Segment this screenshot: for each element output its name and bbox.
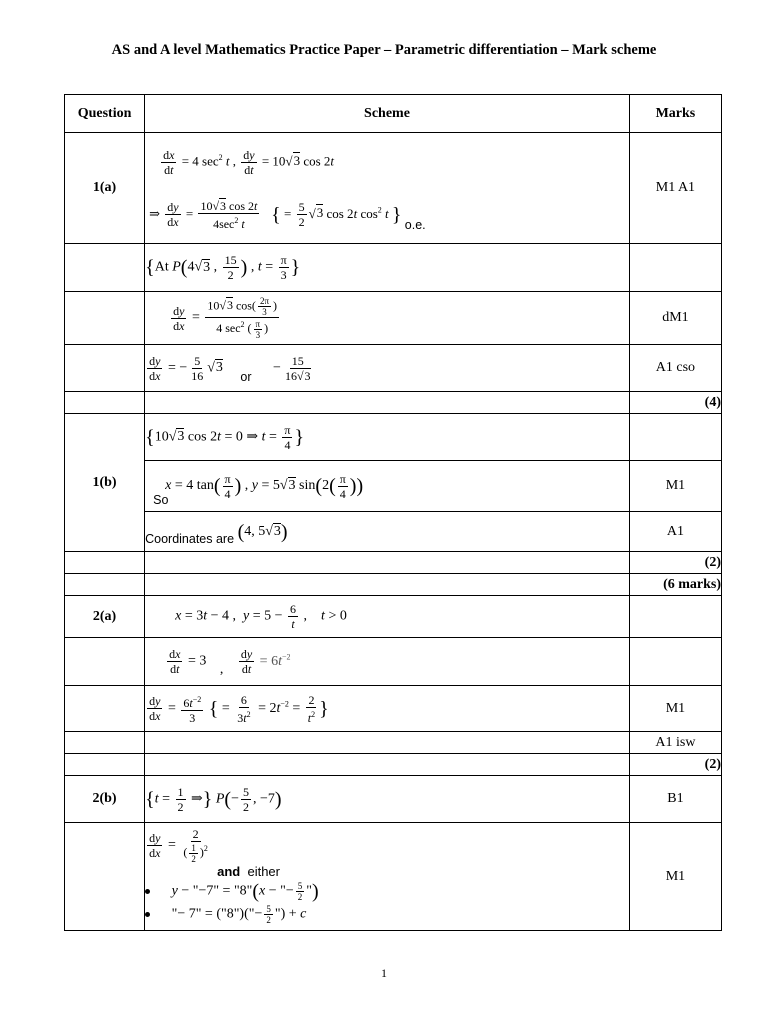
oe-note: o.e. xyxy=(404,218,426,233)
scheme-cell: {At P(4√3 , $\frac{15}{2}$ ) , t = $\frac{\pi}{3}$ } xyxy=(145,244,630,292)
scheme-cell: {10√3 cos 2t = 0 ⇒ t = $\frac{\pi}{4}$ } xyxy=(145,414,630,461)
marks-cell: B1 xyxy=(629,776,721,823)
marks-cell: M1 xyxy=(629,461,721,512)
marks-cell: M1 xyxy=(629,823,721,931)
table-header-row xyxy=(65,95,722,133)
scheme-cell: $\frac{dy}{dx}$ = − $\frac{5}{16}$ √3 or − $\frac{15}{16√3}$ xyxy=(145,345,630,392)
bullet-icon xyxy=(145,912,150,917)
subtotal: (4) xyxy=(629,392,721,414)
question-total: (6 marks) xyxy=(629,574,721,596)
marks-cell xyxy=(629,414,721,461)
scheme-cell: $\frac{dx}{dt}$ = 3 , $\frac{dy}{dt}$ = $6t^{-2}$ xyxy=(145,638,630,686)
and-text: and xyxy=(217,863,241,879)
scheme-cell: x = 3t − 4 , y = 5 − $\frac{6}{t}$ , t > 0 xyxy=(145,596,630,638)
scheme-cell: {t = $\frac{1}{2}$ ⇒} P(− $\frac{5}{2}$ , −7) xyxy=(145,776,630,823)
bullet-icon xyxy=(145,889,150,894)
question-label: 2(a) xyxy=(65,596,145,638)
table-row xyxy=(65,596,722,638)
table-row xyxy=(65,244,722,292)
scheme-cell: x = 4 tan( $\frac{\pi}{4}$ ) , y = 5√3 sin(2( $\frac{\pi}{4}$ )) So xyxy=(145,461,630,512)
math-expression: $\frac{dx}{dt}$ = 4 $\sec^2 t$ , $\frac{dy}{dt}$ = 10√3 cos 2t xyxy=(163,147,335,177)
table-row xyxy=(65,552,722,574)
table-row xyxy=(65,686,722,732)
table-row xyxy=(65,823,722,931)
table-row xyxy=(65,345,722,392)
document-title: AS and A level Mathematics Practice Paper – Parametric differentiation – Mark scheme xyxy=(111,42,657,58)
header-marks: Marks xyxy=(629,95,721,133)
marks-cell: dM1 xyxy=(629,292,721,345)
question-label: 1(a) xyxy=(65,133,145,244)
table-row xyxy=(65,133,722,244)
table-row xyxy=(65,638,722,686)
subtotal: (2) xyxy=(629,552,721,574)
scheme-cell: $\frac{dy}{dx}$ = 2 ( $\frac{1}{2}$ )$^2$ and either y − "−7" = "8"(x − "− $\frac{5}{2}$ ") "− 7" = ("8")("− $\frac{5}{2}$ ") + c xyxy=(145,823,630,931)
marks-cell xyxy=(629,596,721,638)
subtotal: (2) xyxy=(629,754,721,776)
header-scheme: Scheme xyxy=(145,95,630,133)
table-row xyxy=(65,392,722,414)
marks-cell xyxy=(629,244,721,292)
marks-cell: A1 isw xyxy=(629,732,721,754)
header-question: Question xyxy=(65,95,145,133)
marks-cell: A1 cso xyxy=(629,345,721,392)
table-row xyxy=(65,292,722,345)
table-row xyxy=(65,512,722,552)
page-number: 1 xyxy=(381,966,387,980)
mark-scheme-table xyxy=(64,94,722,931)
marks-cell: A1 xyxy=(629,512,721,552)
table-row xyxy=(65,461,722,512)
or-text: or xyxy=(240,370,252,385)
table-row xyxy=(65,574,722,596)
so-text: So xyxy=(153,493,169,507)
math-expression: ⇒ $\frac{dy}{dx}$ = $\frac{10√3 \cos 2t}{4\sec^2 t}$ { = $\frac{5}{2}$ √3 cos 2t $\cos^2 t$ } o.e. xyxy=(149,198,426,233)
marks-cell: M1 A1 xyxy=(629,133,721,244)
scheme-cell xyxy=(145,133,630,244)
scheme-cell: $\frac{dy}{dx}$ = 10√3 cos( $\frac{2\pi}{3}$ ) 4 $\sec^2$ ( $\frac{\pi}{3}$ ) xyxy=(145,292,630,345)
marks-cell: M1 xyxy=(629,686,721,732)
table-row xyxy=(65,732,722,754)
table-row xyxy=(65,754,722,776)
coordinates-text: Coordinates are xyxy=(145,531,235,546)
question-label: 1(b) xyxy=(65,414,145,552)
table-row xyxy=(65,776,722,823)
question-label: 2(b) xyxy=(65,776,145,823)
either-text: either xyxy=(247,863,280,879)
scheme-cell: Coordinates are (4, 5√3) xyxy=(145,512,630,552)
marks-cell xyxy=(629,638,721,686)
table-row xyxy=(65,414,722,461)
scheme-cell: $\frac{dy}{dx}$ = $\frac{6t^{-2}}{3}$ { = $\frac{6}{3t^2}$ = $2t^{-2}$ = $\frac{2}{t^2}$ } xyxy=(145,686,630,732)
